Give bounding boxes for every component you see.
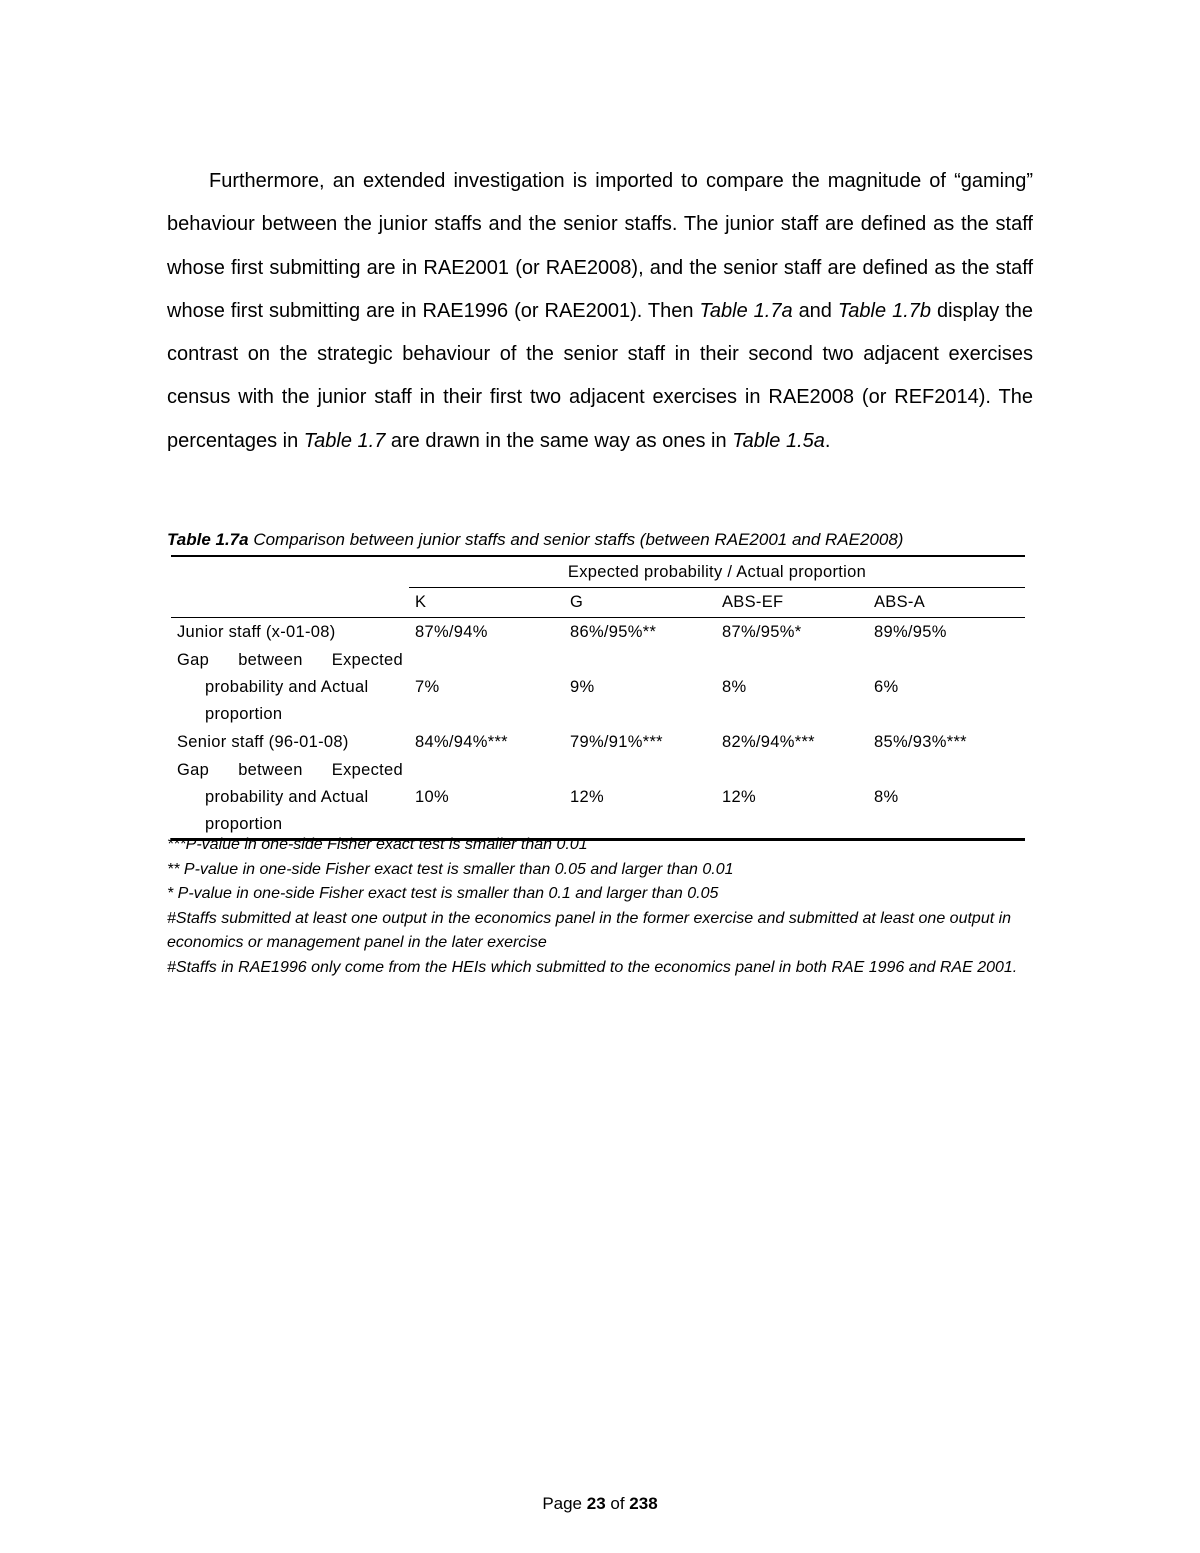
table-cell: 89%/95% bbox=[874, 623, 947, 641]
table-cell: 6% bbox=[874, 678, 899, 696]
table-note: ** P-value in one-side Fisher exact test is smaller than 0.05 and larger than 0.01 bbox=[167, 860, 734, 878]
table-row bbox=[171, 618, 1025, 648]
row-label-line: proportion bbox=[205, 705, 283, 723]
paragraph-text-3: are drawn in the same way as ones in bbox=[385, 429, 733, 452]
row-label-line: probability and Actual bbox=[205, 678, 369, 696]
table-cell: 84%/94%*** bbox=[415, 733, 508, 751]
total-pages: 238 bbox=[629, 1494, 658, 1513]
column-header: K bbox=[409, 588, 564, 618]
page-of: of bbox=[605, 1494, 630, 1513]
table-cell: 8% bbox=[722, 678, 747, 696]
row-label: Senior staff (96-01-08) bbox=[177, 733, 349, 751]
table-note: ***P-value in one-side Fisher exact test is smaller than 0.01 bbox=[167, 836, 588, 853]
row-label: Junior staff (x-01-08) bbox=[177, 623, 336, 641]
row-label-line: Gap between Expected bbox=[177, 761, 403, 779]
row-label-line: Gap between Expected bbox=[177, 651, 403, 669]
table-cell: 10% bbox=[415, 788, 449, 806]
table-reference: Table 1.5a bbox=[732, 429, 825, 452]
page-number: 23 bbox=[586, 1494, 606, 1513]
table-notes bbox=[167, 833, 1037, 980]
column-header: ABS-EF bbox=[716, 588, 868, 618]
row-label-line: proportion bbox=[205, 815, 283, 833]
table-note: * P-value in one-side Fisher exact test is smaller than 0.1 and larger than 0.05 bbox=[167, 885, 719, 902]
table-cell: 79%/91%*** bbox=[570, 733, 663, 751]
page-label: Page bbox=[542, 1494, 587, 1513]
table-header-empty-cell bbox=[171, 556, 409, 588]
row-label bbox=[171, 647, 409, 728]
table-column-header-row bbox=[171, 588, 1025, 618]
row-label bbox=[171, 757, 409, 840]
column-header: G bbox=[564, 588, 716, 618]
page-footer bbox=[0, 1494, 1200, 1514]
table-cell: 87%/94% bbox=[415, 623, 488, 641]
table-row bbox=[171, 757, 1025, 840]
table-note: #Staffs in RAE1996 only come from the HEIs which submitted to the economics panel in both RAE 1996 and RAE 2001. bbox=[167, 958, 1018, 976]
body-paragraph bbox=[167, 160, 1033, 463]
results-table bbox=[171, 555, 1025, 841]
table-note: #Staffs submitted at least one output in the economics panel in the former exercise and submitted at least one output in economics or management panel in the later exercise bbox=[167, 909, 1012, 951]
table-row bbox=[171, 647, 1025, 728]
table-cell: 87%/95%* bbox=[722, 623, 802, 641]
table-reference: Table 1.7b bbox=[837, 299, 931, 322]
table-caption-label: Table 1.7a bbox=[167, 530, 249, 549]
paragraph-text-2: display the contrast on the strategic behaviour of the senior staff in their second two adjacent exercises census with the junior staff in their first two adjacent exercises in RAE2008 (or REF2014). The percentages in bbox=[167, 299, 1033, 452]
table-cell: 85%/93%*** bbox=[874, 733, 967, 751]
table-header-row bbox=[171, 556, 1025, 588]
table-caption bbox=[167, 530, 903, 550]
column-header: ABS-A bbox=[868, 588, 1025, 618]
table-header-empty-cell bbox=[171, 588, 409, 618]
table-reference: Table 1.7 bbox=[303, 429, 386, 452]
table-span-header: Expected probability / Actual proportion bbox=[567, 562, 867, 581]
table-cell: 12% bbox=[570, 788, 604, 806]
table-cell: 8% bbox=[874, 788, 899, 806]
table-cell: 86%/95%** bbox=[570, 623, 657, 641]
table-cell: 7% bbox=[415, 678, 440, 696]
table-cell: 9% bbox=[570, 678, 595, 696]
paragraph-text-1: Furthermore, an extended investigation is imported to compare the magnitude of “gaming” behaviour between the junior staffs and the senior staffs. The junior staff are defined as the staff whose first submitting are in RAE2001 (or RAE2008), and the senior staff are defined as the staff whose first submitting are in RAE1996 (or RAE2001). Then bbox=[167, 170, 1033, 322]
row-label-line: probability and Actual bbox=[205, 788, 369, 806]
table-caption-text: Comparison between junior staffs and senior staffs (between RAE2001 and RAE2008) bbox=[248, 530, 904, 549]
paragraph-text-4: . bbox=[824, 429, 831, 452]
table-cell: 82%/94%*** bbox=[722, 733, 815, 751]
paragraph-text-and: and bbox=[792, 299, 838, 322]
table-row bbox=[171, 728, 1025, 757]
table-reference: Table 1.7a bbox=[699, 299, 793, 322]
table-cell: 12% bbox=[722, 788, 756, 806]
